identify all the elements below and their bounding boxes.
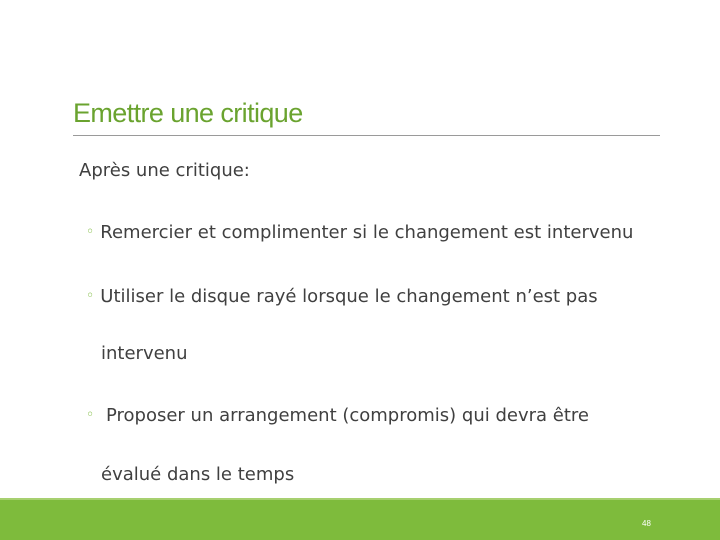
bullet-item-3-continuation: évalué dans le temps xyxy=(101,464,295,485)
bullet-circle-icon: ◦ xyxy=(86,288,95,304)
footer-bar xyxy=(0,500,720,540)
bullet-item-1 xyxy=(86,222,633,243)
intro-text: Après une critique: xyxy=(79,160,250,181)
bullet-text: Proposer un arrangement (compromis) qui devra être xyxy=(100,405,589,426)
bullet-item-3 xyxy=(86,405,589,426)
bullet-item-2-continuation: intervenu xyxy=(101,343,188,364)
page-number: 48 xyxy=(642,519,651,528)
bullet-text: Remercier et complimenter si le changement est intervenu xyxy=(100,222,634,243)
bullet-circle-icon: ◦ xyxy=(86,224,95,240)
title-divider xyxy=(73,135,660,136)
bullet-text: Utiliser le disque rayé lorsque le changement n’est pas xyxy=(100,286,598,307)
bullet-item-2 xyxy=(86,286,598,307)
bullet-circle-icon: ◦ xyxy=(86,407,95,423)
slide-title: Emettre une critique xyxy=(73,98,303,128)
